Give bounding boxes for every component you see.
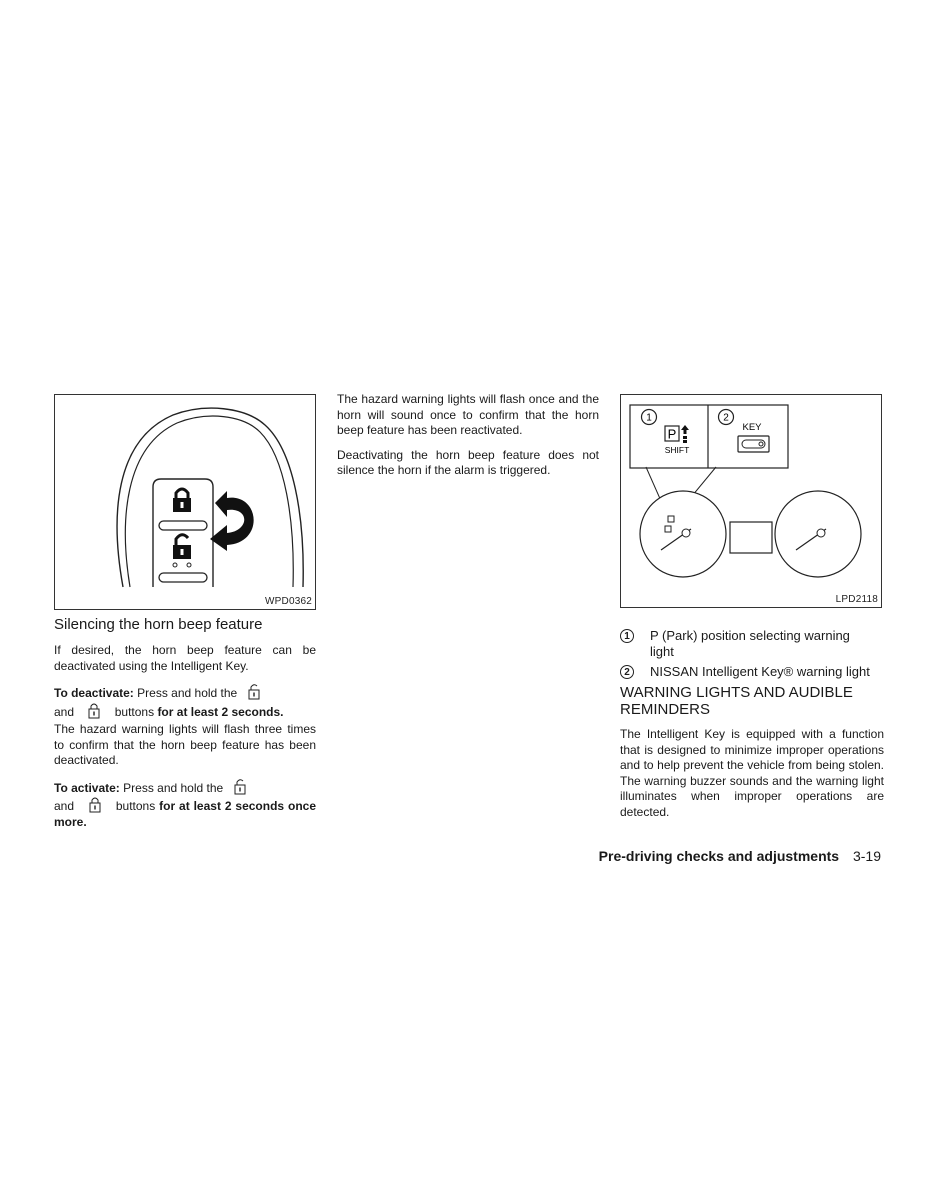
reactivation-paragraph: The hazard warning lights will flash once and the horn will sound once to confirm that the horn beep feature has been reactivated. [337,392,599,437]
deactivate-text-3: buttons [114,704,155,719]
intelligent-key-illustration [55,395,315,609]
legend-number-1: 1 [620,629,634,643]
legend-text-2: NISSAN Intelligent Key® warning light [650,664,870,679]
legend-text-1: P (Park) position selecting warning light [650,628,850,659]
lock-button-icon [87,702,101,719]
deactivate-instruction [54,683,316,720]
footer-section-title: Pre-driving checks and adjustments [598,848,840,864]
page-footer [599,848,881,864]
activate-duration: for at least 2 seconds once more. [54,799,316,829]
page-number: 3-19 [852,848,881,864]
deactivate-text-1: Press and hold the [137,686,238,700]
key-text: KEY [742,422,762,433]
legend-item-1 [620,628,884,660]
right-column [620,628,884,829]
left-column [54,616,316,839]
shift-text: SHIFT [664,445,690,455]
lock-button-icon [88,796,102,813]
legend-item-2 [620,664,884,680]
key-fob-figure [54,394,316,610]
callout-1: 1 [646,412,652,424]
figure-code: LPD2118 [835,594,878,605]
intelligent-key-paragraph: The Intelligent Key is equipped with a function that is designed to minimize improper operations and to help prevent the vehicle from being stolen. The warning buzzer sounds and the warning light illuminates when improper operations are detected. [620,727,884,819]
unlock-button-icon [233,778,247,795]
deactivate-result: The hazard warning lights will flash three times to confirm that the horn beep feature has been deactivated. [54,722,316,767]
activate-text-2: and [54,799,75,813]
deactivate-label: To deactivate: [54,686,134,700]
activate-instruction [54,778,316,831]
warning-lights-illustration [621,395,881,607]
section-subheading: Silencing the horn beep feature [54,616,263,633]
alarm-note-paragraph: Deactivating the horn beep feature does not silence the horn if the alarm is triggered. [337,447,599,477]
intro-paragraph: If desired, the horn beep feature can be deactivated using the Intelligent Key. [54,643,316,673]
deactivate-duration: for at least 2 seconds. [157,704,284,719]
section-heading: WARNING LIGHTS AND AUDIBLE REMINDERS [620,684,853,718]
unlock-button-icon [247,683,261,700]
figure-code: WPD0362 [265,596,312,607]
meter-figure [620,394,882,608]
activate-label: To activate: [54,780,120,795]
activate-text-1: Press and hold the [123,780,224,795]
shift-p: P [667,426,677,442]
activate-text-3: buttons [115,799,156,813]
deactivate-text-2: and [54,704,75,719]
middle-column [337,392,599,488]
callout-2: 2 [723,412,729,424]
legend-number-2: 2 [620,665,634,679]
